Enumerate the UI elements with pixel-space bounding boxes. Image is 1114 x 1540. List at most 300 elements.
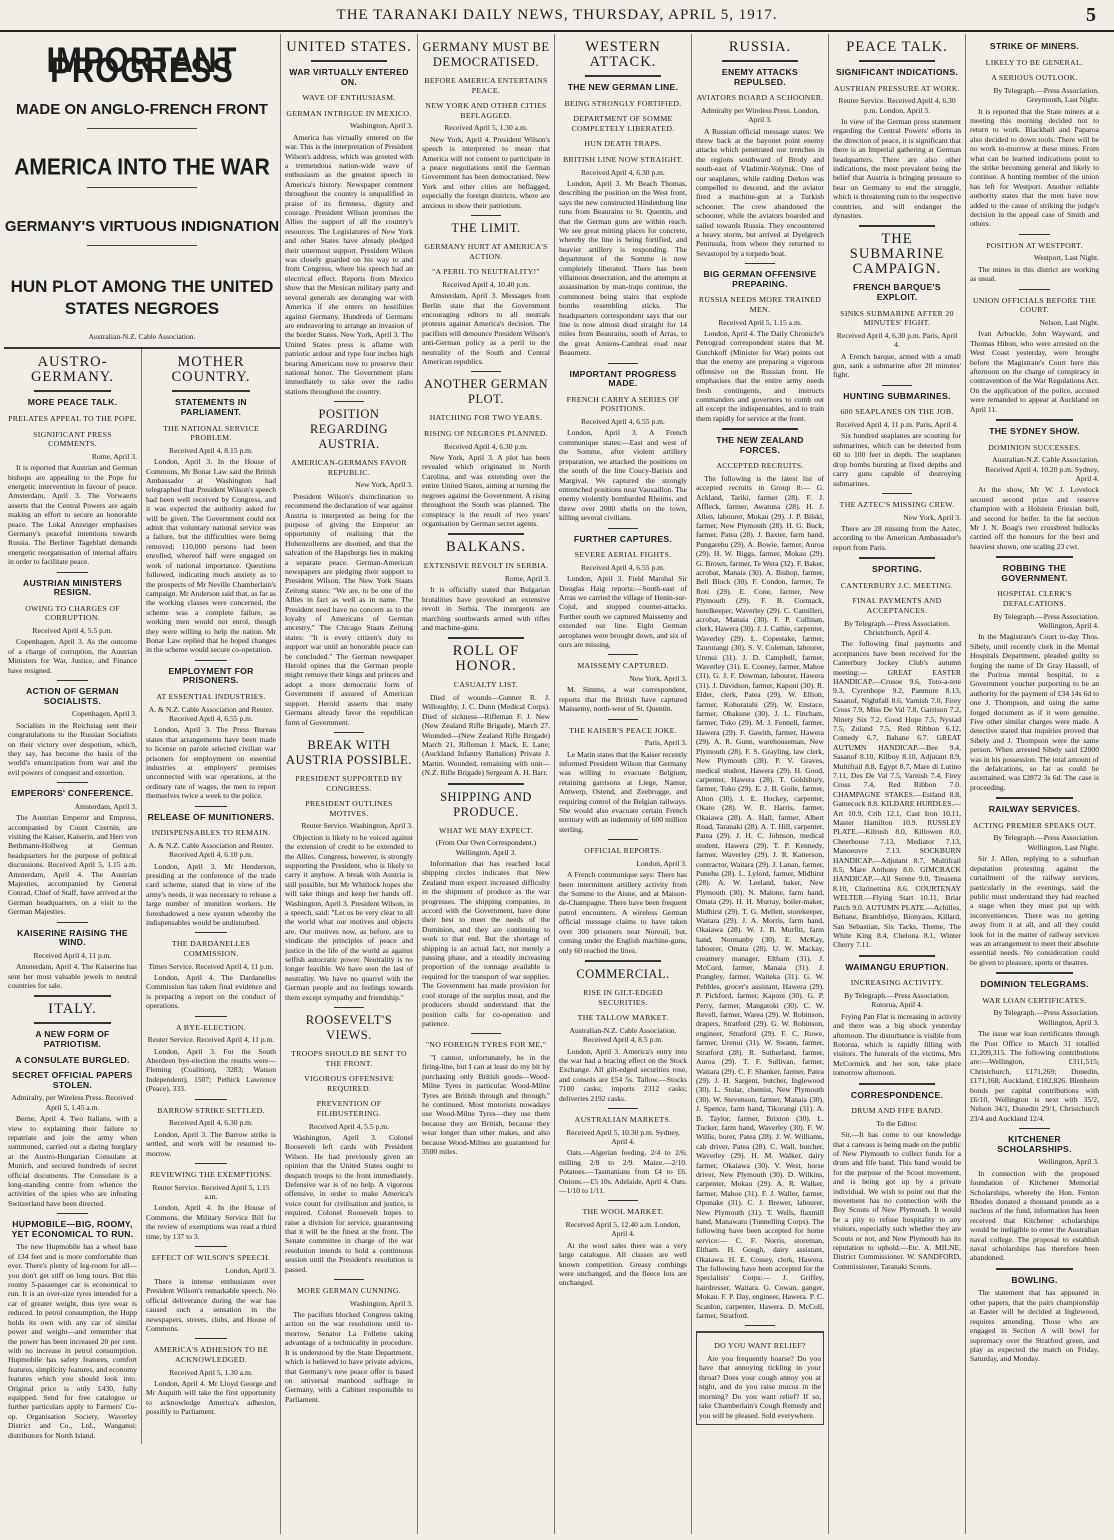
headline-2: MADE ON ANGLO-FRENCH FRONT	[16, 100, 268, 118]
article-head: OFFICIAL REPORTS.	[584, 846, 662, 856]
divider	[195, 1338, 226, 1339]
dateline: Received April 5, 1.30 a.m.	[169, 1367, 253, 1377]
dateline: Received April 4, 5.5 p.m.	[308, 1121, 390, 1131]
article-body: Six hundred seaplanes are scouting for submarines, which can be detected from 60 to 100 feet in depth. The seaplanes drop bombs bursting at fixed depths and carry guns capable of destroying submarines.	[833, 431, 961, 488]
article-body: The pacifists blocked Congress taking action on the war resolutions until to-morrow, Senator La Follette taking advantage of a technicality in procedure. It is understood by the State Department, which is believed to have private advices, that Germany's new peace offer is based on universal manhood suffrage in Germany, with a Cabinet responsible to Parliament.	[285, 1310, 413, 1404]
advert-title: DO YOU WANT RELIEF?	[714, 1341, 806, 1351]
article-head: BREAK WITH AUSTRIA POSSIBLE.	[286, 737, 412, 767]
article-body: President Wilson's disinclination to recommend the declaration of war against Austria is interpreted as being for the purpose of giving the Emperor an opportunity of realising that the Hohenzollerns are doomed, and that the salvation of the Hapsburgs lies in making a separate peace. German-American newspapers are pledging their support to President Wilson. The New York Staats Zeitung states: "We are, to be one of the Allies in fact as well as in name. The President need have no concern as to the loyalty of Americans of German ancestry." The Chicago Staats Zeitung states: "It is every citizen's duty to support war until an honorable peace can be concluded." The German newspaper Herold opines that the German people might remove their kings and princes and adopt a more democratic form of Government if assured of American support. Herold asserts that many Germans already favor the republican form of Government.	[285, 491, 413, 727]
divider	[87, 187, 197, 188]
article-sub: AVIATORS BOARD A SCHOONER.	[696, 93, 824, 103]
article-sub: THE TALLOW MARKET.	[577, 1013, 669, 1023]
divider	[722, 60, 799, 62]
article-head: UNION OFFICIALS BEFORE THE COURT.	[972, 295, 1097, 315]
article-body: Amsterdam, April 3. Messages from Berlin state that the Government encouraging editors to all neutrals protests against America's decision. The pacifists will denounce President Wilson's anti-German policy as a peril to the neutrality of the South and Central American republics.	[422, 291, 550, 367]
dateline: Received April 4, 5.5 p.m.	[32, 626, 113, 636]
section-title: ROLL OF HONOR.	[452, 643, 520, 675]
article-head: MAISSEMY CAPTURED.	[577, 661, 669, 671]
advert-title: "NO FOREIGN TYRES FOR ME,"	[425, 1040, 547, 1050]
divider	[57, 680, 88, 681]
section-title: THE SUBMARINE CAMPAIGN.	[849, 231, 945, 278]
dateline: Received April 5, 12.40 a.m. London, April 4.	[565, 1219, 681, 1239]
article-head: THE DARDANELLES COMMISSION.	[171, 939, 251, 959]
article-sub: 600 SEAPLANES ON THE JOB.	[840, 407, 954, 417]
article-sub: PRELATES APPEAL TO THE POPE.	[8, 414, 137, 424]
divider	[859, 955, 936, 957]
article-sub: WAR LOAN CERTIFICATES.	[982, 995, 1087, 1005]
article-head: RELEASE OF MUNITIONERS.	[147, 811, 275, 822]
divider	[585, 960, 662, 962]
divider	[195, 1099, 226, 1100]
dateline: Reuter Service. Received April 4, 6.30 p.m. London, April 3.	[838, 96, 956, 115]
article-sub: NEW YORK AND OTHER CITIES BEFLAGGED.	[425, 101, 547, 120]
article-head: AUSTRALIAN MARKETS.	[574, 1114, 672, 1124]
divider	[996, 1268, 1073, 1270]
article-sub: EXTENSIVE REVOLT IN SERBIA.	[423, 561, 549, 571]
article-sub: WHAT WE MAY EXPECT.	[439, 825, 533, 835]
article-body: M. Simms, a war correspondent, reports that the British have captured Maissemy, north-west of St. Quentin.	[559, 685, 687, 714]
article-head: POSITION AT WESTPORT.	[986, 240, 1083, 250]
article-head: GERMANY MUST BE DEMOCRATISED.	[422, 40, 550, 69]
dateline: By Telegraph.—Press Association. Wellington, April 4.	[993, 611, 1099, 630]
article-body: London, April 4. In the House of Commons, the Military Service Bill for the review of exemptions was read a third time, by 137 to 3.	[146, 1203, 276, 1241]
dateline: Rome, April 3.	[91, 451, 137, 461]
dateline: Times Service. Received April 4, 11 p.m.	[148, 961, 274, 971]
article-body: New York, April 4. President Wilson's speech is interpreted to mean that America will not consent to participate in a peace negotiations until the German Government has been democratised. New York and other cities are beflagged, especially the foreign districts, where are anxious to show their patriotism.	[422, 134, 550, 210]
dateline: Westport, Last Night.	[1033, 253, 1099, 263]
dateline: Rome, April 3.	[504, 573, 550, 583]
article-sub: PRESIDENT SUPPORTED BY CONGRESS.	[295, 773, 403, 793]
article-body: London, April 4. The Daily Chronicle's Petrograd correspondent states that M. Gutchkoff (Minister for War) points out that the enemy are preparing a vigorous offensive on the Russian front. He emphasises that the entire army needs fresh contingents, and instructs commanders and governors to comb out all except the indispensables, and to train them rapidly for service at the front.	[696, 329, 824, 423]
divider	[195, 806, 226, 807]
headline-4: GERMANY'S VIRTUOUS INDIGNATION	[4, 217, 280, 235]
article-body: London, April 4. The Dardanelles Commission has taken final evidence and is preparing a report on the conduct of operations.	[146, 973, 276, 1011]
advert-title: HUPMOBILE—BIG, ROOMY, YET ECONOMICAL TO RUN.	[11, 1219, 134, 1239]
divider	[996, 419, 1073, 421]
dateline: Reuter Service. Received April 4, 11 p.m.	[147, 1035, 275, 1045]
divider	[608, 1108, 639, 1109]
headline-3: AMERICA INTO THE WAR	[14, 155, 270, 181]
article-sub: AUSTRIAN PRESSURE AT WORK.	[833, 83, 961, 93]
article-body: Oats.—Algerian feeding, 2/4 to 2/6; milling 2/8 to 2/9. Maize.—2/10. Potatoes.—Tasmanians from £4 to £6. Onions.—£5 10s. Adelaide, April 4. Oats.—1/10 to 1/11.	[559, 1148, 687, 1195]
divider	[448, 637, 525, 639]
article-body: Objection is likely to be voiced against the extension of credit to be extended to the Allies. Congress, however, is strongly supporting the President, who is likely to carry it anyhow. A break with Austria is still possible, but Mr Whitlock hopes she will take things and keep her hands off. Washington, April 3. President Wilson, in a speech, said: "Let us be very clear to all the world what our motives and objects are. Our motives now, as before, are to vindicate the principles of peace and justice in the life of the world as against selfish autocratic power. Neutrality is no longer feasible. We have seen the last of neutrality. We have no quarrel with the German people and no feelings towards them except sympathy and friendship."	[285, 832, 413, 1002]
article-sub: DEPARTMENT OF SOMME COMPLETELY LIBERATED.	[571, 114, 675, 133]
article-sub: LIKELY TO BE GENERAL.	[985, 57, 1084, 67]
divider	[859, 557, 936, 559]
section-title: THE NEW ZEALAND FORCES.	[716, 435, 804, 455]
article-head: EMPERORS' CONFERENCE.	[11, 788, 134, 799]
divider	[334, 401, 365, 402]
section-title: CORRESPONDENCE.	[850, 1089, 944, 1100]
divider	[195, 932, 226, 933]
article-sub: PRESIDENT OUTLINES MOTIVES.	[305, 799, 393, 818]
divider	[1019, 1128, 1050, 1129]
dateline: Washington, April 3.	[349, 121, 413, 131]
germany-column	[418, 34, 555, 1534]
article-sub: HUN DEATH TRAPS.	[584, 139, 662, 149]
divider	[745, 1325, 776, 1326]
divider	[585, 75, 662, 77]
article-body: London, April 4. Mr Lloyd George and Mr Asquith will take the first opportunity to acknowledge America's adhesion, possibly to Parliament.	[146, 1378, 276, 1417]
article-sub: DRUM AND FIFE BAND.	[851, 1106, 943, 1116]
dateline: Australian-N.Z. Cable Association. Received April 4, 8.5 p.m.	[569, 1025, 677, 1045]
divider	[608, 1200, 639, 1201]
dateline: Received April 4, 11 p.m. Paris, April 4.	[835, 420, 959, 430]
article-head: ANOTHER GERMAN PLOT.	[423, 377, 548, 407]
article-head: THE LIMIT.	[451, 221, 521, 236]
dateline: Australian-N.Z. Cable Association. Received April 4, 10.20 p.m. Sydney, April 4.	[985, 455, 1099, 483]
article-body: Frying Pan Flat is increasing in activity and there was a big shock yesterday afternoon. The disturbance is visible from Rotorua, which is rapidly filling with visitors. The funerals of the victims, Mrs McCormick and her son, take place tomorrow afternoon.	[833, 1011, 961, 1078]
article-body: There is intense enthusiasm over President Wilson's remarkable speech. No official deliverance during the war has caused such a sensation in the newspapers, streets, clubs, and House of Commons.	[146, 1276, 276, 1333]
dateline: Copenhagen, April 3.	[72, 709, 137, 719]
article-body: Sir,—It has come to our knowledge that a canvass is being made on the public of New Plymouth to collect funds for a drum and fife band. This band would be for the purpose of the Scout movement, and is being got up by a private individual. We wish to point out that the movement has no connection with the Boy Scouts of New Plymouth. It would be a pity to refuse hospitality to any visitors, especially such whether they are Scouts or not, and New Plymouth has its reputation to uphold.—Etc. A. MILNE, District Commissioner. W. SANDFORD, Commissioner, Taranaki Scouts.	[833, 1130, 961, 1271]
article-body: It is officially stated that Bulgarian brutalities have provoked an extensive revolt in Serbia. The insurgents are marching southwards armed with rifles and machine-guns.	[422, 585, 550, 632]
article-head: MORE GERMAN CUNNING.	[296, 1286, 402, 1296]
dateline: Received April 4, 6.30 p.m.	[169, 1118, 253, 1128]
section-title: AUSTRO-GERMANY.	[30, 354, 115, 386]
section-title: RAILWAY SERVICES.	[988, 804, 1081, 815]
divider	[87, 245, 197, 246]
article-head: A BYE-ELECTION.	[176, 1022, 246, 1032]
article-body: The Austrian Emperor and Empress, accompanied by Count Czernin, are visiting the Kaiser, Kaiserin, and Herr von Bethmann-Hollweg at German headquarters for the purpose of political discussions. Received April 5, 1.15 a.m. Amsterdam, April 4. The Austrian Majesties, accompanied by General Conrad, Chief of Staff, have arrived at the German headquarters, on a visit to the German Majesties.	[8, 813, 137, 917]
article-sub: RUSSIA NEEDS MORE TRAINED MEN.	[698, 295, 822, 315]
article-body: A French barque, armed with a small gun, sank a submarine after 20 minutes' fight.	[833, 351, 961, 380]
article-body: The statement that has appeared in other papers, that the pairs championship at Easter will be decided at Inglewood, requires amending. Those who are engaged in Section A will bowl for supremacy over the Stratford green, and play as expected the match on Friday, Saturday, and Monday.	[970, 1288, 1099, 1364]
article-body: The mines in this district are working as usual.	[970, 264, 1099, 284]
section-title: SPORTING.	[872, 564, 922, 575]
divider	[448, 783, 525, 785]
dateline: To the Editor.	[876, 1118, 918, 1128]
section-title: ROBBING THE GOVERNMENT.	[1001, 563, 1068, 583]
article-sub: INDISPENSABLES TO REMAIN.	[151, 828, 271, 838]
article-body: Berne, April 4. Two Italians, with a view to explaining their failure to repatriate and join the army when summoned, carried out a daring burglary at the Austro-Hungarian Consulate at Munich, and secured hundreds of secret official documents. The Consulate is a long-standing centre from whence the activities of the spies who are infesting Switzerland have been directed.	[8, 1114, 137, 1208]
dateline: A. & N.Z. Cable Association and Reuter. Received April 4, 6.55 p.m.	[148, 704, 274, 723]
article-body: London, April 3. Mr Henderson, presiding at the conference of the trade card scheme, stated that in view of the army's needs, it was necessary to release a large number of munition workers. He foreshadowed a new system whereby the indispensables would be undisturbed.	[146, 861, 276, 928]
divider	[57, 1213, 88, 1214]
article-sub: "A PERIL TO NEUTRALITY!"	[431, 267, 541, 277]
divider	[334, 732, 365, 733]
divider	[195, 1163, 226, 1164]
dateline: Received April 4, 6.55 p.m.	[581, 562, 665, 572]
article-head: THE WOOL MARKET.	[582, 1207, 664, 1217]
article-body: It is reported that Austrian and German bishops are appealing to the Pope for energetic intervention in favour of peace. Amsterdam, April 3. The Vorwaerts asserts that the Central Powers are again making an effort to secure an honorable peace. The Lokal Anzeiger emphasises Germany's peaceful intentions towards Russia. The Berliner Tageblatt demands energetic reorganisation of internal affairs in order to facilitate peace.	[8, 463, 137, 567]
article-sub: FRENCH BARQUE'S EXPLOIT.	[853, 282, 941, 303]
mother-country-column	[142, 349, 280, 1444]
article-head: STRIKE OF MINERS.	[989, 41, 1080, 51]
divider	[882, 493, 913, 494]
article-sub: RISE IN GILT-EDGED SECURITIES.	[583, 987, 663, 1007]
dateline: Admiralty, per Wireless Press. Received April 5, 1.45 a.m.	[11, 1093, 134, 1112]
section-title: BALKANS.	[445, 539, 527, 556]
dateline: By Telegraph.—Press Association. Christchurch, April 4.	[844, 618, 950, 637]
dateline: By Telegraph.—Press Association. Wellington, April 3.	[993, 1008, 1099, 1027]
article-body: Amsterdam, April 4. The Kaiserine has sent her most valuable jewels to neutral countries for sale.	[8, 962, 137, 990]
divider	[608, 528, 639, 529]
article-body: In view of the German press statement regarding the Central Powers' efforts in the direction of peace, it is significant that there is an Imperial gathering at German headquarters. There are also other indications, the most prevalent being the belief that Austria is bringing pressure to bear on Germany to end the struggle, which is threatening ruin to the respective countries, and will endanger the dynasties.	[833, 117, 961, 221]
article-sub: AMERICAN-GERMANS FAVOR REPUBLIC.	[291, 458, 407, 477]
section-title: SHIPPING AND PRODUCE.	[440, 789, 532, 819]
article-body: London, April 3. A French communique states:—East and west of the Somme, after violent artillery preparation, we attacked the positions on the south of the line Coucy-Barisis and Margival. We captured the strongly entrenched positions near Vauxaillon. The enemy violently bombarded Rheims, and threw over 2000 shells on the town, killing several civilians.	[559, 428, 687, 523]
article-sub: GERMAN INTRIGUE IN MEXICO.	[286, 108, 412, 118]
dateline: Received April 5, 1.30 a.m.	[444, 123, 528, 133]
united-states-column	[281, 34, 418, 1534]
article-body: London, April 3. America's entry into the war had a bracing effect on the Stock Exchange. All gilt-edged securities rose, and consols are £54 5s. Tallow.—Stocks 7100 casks; imports 2312 casks; deliveries 2192 casks.	[559, 1046, 687, 1103]
divider	[608, 363, 639, 364]
article-head: THE KAISER'S PEACE JOKE.	[569, 725, 677, 735]
dateline: Received April 4, 6.30 p.m.	[581, 167, 665, 177]
dateline: London, April 3.	[225, 1265, 276, 1275]
article-sub: DOMINION SUCCESSES.	[988, 442, 1081, 452]
article-head: IMPORTANT PROGRESS MADE.	[569, 368, 677, 389]
article-sub: PREVENTION OF FILIBUSTERING.	[316, 1099, 382, 1118]
dateline: A. & N.Z. Cable Association and Reuter. Received April 4, 6.10 p.m.	[148, 840, 274, 860]
article-body: The issue war loan certificates through the Post Office to March 31 totalled £1,209,315. The following contributions are:—Wellington, £311,515; Christchurch, £171,269; Dunedin, £171,168; Auckland, £182,826. Blenheim bonds per capital contributions with £6/10, Wellington is next with 35/2, Nelson 34/1, Dunedin 29/1, Christchurch 23/4 and Auckland 12/4.	[970, 1029, 1099, 1123]
headline-5: HUN PLOT AMONG THE UNITED STATES NEGROES	[10, 277, 274, 319]
divider	[172, 390, 250, 392]
article-sub: HOSPITAL CLERK'S DEFALCATIONS.	[997, 589, 1072, 608]
divider	[334, 1007, 365, 1008]
headline-main: IMPORTANT PROGRESS	[46, 39, 238, 91]
section-title: RUSSIA.	[728, 39, 792, 55]
article-body: London, April 3. The Barrow strike is settled, and work will be resumed to-morrow.	[146, 1129, 276, 1158]
article-head: ENEMY ATTACKS REPULSED.	[721, 67, 799, 87]
dateline: New York, April 3.	[355, 480, 413, 490]
article-sub: BEING STRONGLY FORTIFIED.	[564, 98, 682, 108]
advert-body: Are you frequently hoarse? Do you have that annoying tickling in your throat? Does your cough annoy you at night, and do you raise mucus in the morning? Do you want relief? If so, take Chamberlain's Cough Remedy and you will be pleased. Sold everywhere.	[699, 1354, 821, 1420]
dateline: Paris, April 3.	[644, 738, 687, 748]
dateline: New York, April 3.	[629, 673, 687, 683]
article-body: London, April 3. Field Marshal Sir Douglas Haig reports:—South-east of Arras we carried the village of Henin-sur-Cojul, and stopped counter-attacks. Further south we captured Maissemy and extended our line. Eight German aeroplanes were brought down, and six of ours are missing.	[559, 574, 687, 649]
article-head: FURTHER CAPTURES.	[573, 533, 673, 544]
divider	[34, 995, 111, 997]
divider	[996, 972, 1073, 974]
divider	[311, 60, 388, 62]
dateline: Received April 4, 6.55 p.m.	[581, 417, 665, 427]
article-sub: INCREASING ACTIVITY.	[850, 978, 944, 988]
article-head: EMPLOYMENT FOR PRISONERS.	[168, 665, 254, 686]
article-sub: ACCEPTED RECRUITS.	[716, 461, 804, 471]
article-head: THE NEW GERMAN LINE.	[567, 82, 679, 92]
dateline: Reuter Service. Washington, April 3.	[301, 821, 413, 831]
front-column	[4, 34, 281, 1534]
article-sub: SEVERE AERIAL FIGHTS.	[574, 550, 672, 560]
article-head: KITCHENER SCHOLARSHIPS.	[997, 1134, 1072, 1154]
advert-body: "I cannot, unfortunately, be in the firing-line, but I can at least do my bit by purchasing only British goods—Wood-Milne Tyres in particular. Wood-Milne Tyres are British through and through," he continued. Most motorists nowadays use Wood-Milne Tyres—they use them because they are British, because they wear longer than other makes, and also because Wood-Milnes are guaranteed for 3500 miles.	[422, 1052, 550, 1156]
divider	[882, 385, 913, 386]
article-sub: GERMANY HURT AT AMERICA'S ACTION.	[424, 242, 548, 261]
article-sub: VIGOROUS OFFENSIVE REQUIRED.	[304, 1074, 394, 1093]
article-head: AUSTRIAN MINISTERS RESIGN.	[23, 577, 122, 598]
divider	[859, 1083, 936, 1085]
advert-body: The new Hupmobile has a wheel base of 134 feet and is more comfortable than ever. There's plenty of leg-room for all—you don't get stiff on long tours. But this roomy 5-passenger car is economical to run. It is an over-size tyres intended for a car of greater weight, thus tyre wear is reduced. In petrol consumption, the Hupp holds its own with any car of similar power and weight—and remember that the power has been increased 20 per cent. with no increase in petrol consumption. Hupmobile has safety features, comfort features, simplicity features, and economy features which you should look into. Original price is only £430, fully equipped. Send for free catalogue or further particulars apply to Farmers' Co-op. Organisation Society, Waverley District and Co., Ltd., Wanganui; distributors for North Island.	[8, 1242, 137, 1440]
dateline: London, April 3.	[636, 858, 687, 868]
austro-germany-column	[4, 349, 142, 1444]
article-sub: ACTING PREMIER SPEAKS OUT.	[972, 820, 1097, 830]
masthead	[0, 0, 1114, 32]
article-head: WAR VIRTUALLY ENTERED ON.	[289, 67, 409, 87]
article-body: America has virtually entered on the war. This is the interpretation of President Wilson's address, which was greeted with a tremendous nation-wide wave of enthusiasm as the greatest speech in America's history. Newspaper comment throughout the country is unqualified in praise of its firmness, dignity and courage. President Wilson promises the Allies the support of all the country's resources. The Legislatures of New York and other States have already pledged their uttermost support. President Wilson was closely guarded on his way to and from Congress, where his speech had an electrical effect. Reports from Mexico show that the Mexican military party and several generals are deranging war with America if she enters on hostilities against Germany. Hundreds of Germans are endeavoring to arrange an invasion of the border States. New York, April 3. The United States press is aflame with patriotic ardour and type four inches high bearing Americans now to preserve their national honor. The Government plans immediately to take over the radio stations throughout the country.	[285, 132, 413, 396]
divider	[471, 1033, 502, 1034]
divider	[996, 797, 1073, 799]
article-head: MORE PEACE TALK.	[27, 397, 118, 408]
peace-talk-column	[829, 34, 966, 1534]
dateline: Washington, April 3.	[349, 1298, 413, 1308]
article-body: Ivan Arbuckle, John Wayward, and Thomas Hibon, who were arrested on the West Coast yesterday, were brought before the Magistrate's Court here this afternoon on the charge of conspiracy in contravention of the War Regulations Act. On the application of the police, accused were remanded to appear at Auckland on April 11.	[970, 329, 1099, 414]
divider	[996, 556, 1073, 558]
article-sub: FINAL PAYMENTS AND ACCEPTANCES.	[852, 596, 942, 615]
divider	[57, 922, 88, 923]
russia-column	[692, 34, 829, 1534]
dateline: By Telegraph.—Press Association. Rotorua, April 4.	[844, 990, 950, 1010]
dateline: (From Our Own Correspondent.) Wellington, April 3.	[435, 838, 537, 857]
article-head: KAISERINE RAISING THE WIND.	[17, 927, 128, 948]
divider	[448, 533, 525, 535]
divider	[195, 660, 226, 661]
page-number: 5	[1086, 4, 1096, 26]
dateline: Received April 4, 6.30 p.m.	[444, 441, 528, 451]
article-sub: THE NATIONAL SERVICE PROBLEM.	[162, 423, 260, 443]
article-body: Information that has reached local shipping circles indicates that New Zealand must expect increased difficulty in the shipment of produce as the war progresses. The shipping companies, in accord with the Government, have done their best to meet the needs of the Dominion, and they are continuing to work to that end. But the shortage of shipping is an actual fact, not merely a passing phase, and a steadily increasing proportion of the tonnage available is required for the transport of war supplies. The Government has made provision for cool storage of the surplus meat, and the producers should understand that the position calls for co-operation and patience.	[422, 859, 550, 1028]
divider	[471, 215, 502, 216]
western-attack-column	[555, 34, 692, 1534]
article-sub: SECRET OFFICIAL PAPERS STOLEN.	[12, 1070, 133, 1090]
article-sub: OWING TO CHARGES OF CORRUPTION.	[25, 603, 120, 623]
dateline: Received April 5, 10.30 p.m. Sydney, April 4.	[566, 1127, 680, 1146]
advert-box	[696, 1331, 824, 1424]
article-body: There are 28 missing from the Aztec, according to the American Ambassador's report from Paris.	[833, 523, 961, 552]
article-body: Socialists in the Reichstag sent their congratulations to the Russian Socialists on their victory over despotism, which, they say, has become the basis of the world's emancipation from war and the evil powers of conquest and extortion.	[8, 720, 137, 777]
front-subcolumns	[4, 347, 280, 1444]
article-body: London, April 3. For the South Aberdeen bye-election the results were—Fleming (Coalition), 3283; Watson Independent), 1507; Pethick Lawrence (Peace), 333.	[146, 1046, 276, 1094]
article-body: At the show, Mr W. J. Lovelock secured second prize and reserve champion with a Holstein Friesian bull, and second for heifer. In the fat section Mr J. N. Boag's two crossbred bullocks carried off the honours for the best and heaviest shown, one scaling 23 cwt.	[970, 485, 1099, 551]
divider	[1019, 289, 1050, 290]
article-head: SIGNIFICANT INDICATIONS.	[835, 67, 959, 77]
section-title: COMMERCIAL.	[576, 966, 670, 981]
article-head: HUNTING SUBMARINES.	[843, 390, 951, 401]
article-body: In the Magistrate's Court to-day Thos. Sibely, until recently clerk in the Mental Hospitals Department, pleaded guilty to forging the name of Dr Gray Hassell, of the Porirua mental hospital, to a Government voucher purporting to be an authority for the payment of £34 14s 6d to one J. Thompson, and using the same forged document as if it were genuine. Five other similar charges were made. A detective stated that inquiries proved that Sibely and J. Thompson were the same person. When arrested Sibely said £2000 was in his possession. The total amount of the defalcations, so far as could be ascertained, was £2872 3s 6d. The case is proceeding.	[970, 632, 1099, 792]
divider	[471, 371, 502, 372]
article-head: A NEW FORM OF PATRIOTISM.	[35, 1029, 110, 1049]
local-news-column	[966, 34, 1103, 1534]
dateline: Admiralty per Wireless Press. London, April 3.	[700, 105, 820, 125]
divider	[608, 839, 639, 840]
section-title: UNITED STATES.	[286, 39, 412, 55]
divider	[608, 719, 639, 720]
divider	[334, 1279, 365, 1280]
divider	[34, 1022, 111, 1024]
article-sub: BEFORE AMERICA ENTERTAINS PEACE.	[424, 76, 548, 95]
article-body: A Russian official message states: We threw back at the bayonet point enemy attacks which penetrated our trenches in the regions southward of Brody and south-east of Vladimir-Volynsk. One of our seaplanes, while raiding Derkos was compelled to descend, and the aviator fired a machine-gun at a Turkish schooner. The crew abandoned the schooner, while the aviators boarded and sailed towards Russia. They encountered a heavy storm, but arrived at Dyelgrech Peninsula, from where they returned to Sevastopol by a torpedo boat.	[696, 126, 824, 258]
article-sub: CANTERBURY J.C. MEETING.	[840, 580, 954, 590]
divider	[745, 263, 776, 264]
article-sub: BRITISH LINE NOW STRAIGHT.	[562, 154, 684, 164]
dateline: Nelson, Last Night.	[1039, 317, 1099, 327]
article-sub: RISING OF NEGROES PLANNED.	[424, 429, 548, 439]
dateline: Received April 4, 10.40 p.m.	[442, 279, 530, 289]
divider	[34, 390, 111, 392]
article-body: Died of wounds—Gunner R. J. Willoughby, J. C. Dunn (Medical Corps). Died of sickness—Rifleman F. J. New (New Zealand Rifle Brigade), March 27. Wounded—(New Zealand Rifle Brigade) March 21, Rifleman J. Mack, E. Lane; (Auckland Infantry Battalion) Private J. Martin. Wounded, remaining with unit—(N.Z. Rifle Brigade) Sergeant A. H. Barr.	[422, 692, 550, 778]
article-body: New York, April 3. A plot has been revealed which originated in North Carolina, and was extending over the entire United States, aiming at turning the negroes against the Government. A rising throughout the South was planned. The conspiracy is the result of two years' organisation by German secret agents.	[422, 453, 550, 528]
divider	[859, 225, 936, 227]
newspaper-columns	[4, 34, 1110, 1534]
dateline: Reuter Service. Received April 5, 1.15 a.m.	[152, 1182, 270, 1201]
article-head: REVIEWING THE EXEMPTIONS.	[150, 1169, 272, 1179]
article-sub: SINKS SUBMARINE AFTER 20 MINUTES' FIGHT.	[840, 308, 954, 328]
article-sub: CASUALTY LIST.	[453, 680, 519, 690]
article-head: ROOSEVELT'S VIEWS.	[305, 1013, 393, 1042]
article-body: Le Matin states that the Kaiser recently informed President Wilson that Germany was willing to evacuate Belgium, retaining garrisons at Liege, Namur, Antwerp, Ostend, and Zeebrugge, and requiring control of the Belgian railways. She would also evacuate certain French territory with an indemnity of 600 million sterling.	[559, 749, 687, 834]
article-head: POSITION REGARDING AUSTRIA.	[309, 407, 389, 452]
section-title: MOTHER COUNTRY.	[171, 354, 251, 386]
article-head: BIG GERMAN OFFENSIVE PREPARING.	[703, 269, 817, 289]
article-sub: FRENCH CARRY A SERIES OF POSITIONS.	[566, 394, 680, 414]
section-title: ITALY.	[48, 1001, 97, 1018]
article-head: AMERICA'S ADHESION TO BE ACKNOWLEDGED.	[153, 1345, 269, 1364]
dateline: By Telegraph.—Press Association. Greymouth, Last Night.	[993, 85, 1099, 105]
cable-attribution: Australian-N.Z. Cable Association.	[88, 332, 196, 342]
article-body: In connection with the proposed foundation of Kitchener Memorial Scholarships, whereby the Hon. Fenton Rhodes donated a thousand pounds as a nucleus of the fund, information has been received that Kitchener scholarships would be ineligible to enter the Australian naval college. The proposal to establish naval scholarships has therefore been abandoned.	[970, 1168, 1099, 1263]
section-title: PEACE TALK.	[846, 39, 948, 55]
article-head: STATEMENTS IN PARLIAMENT.	[175, 397, 247, 418]
article-head: EFFECT OF WILSON'S SPEECH.	[151, 1252, 271, 1262]
article-head: ACTION OF GERMAN SOCIALISTS.	[26, 686, 119, 706]
article-sub: WAVE OF ENTHUSIASM.	[302, 93, 396, 103]
article-body: London, April 3. Mr Beach Thomas, describing the position on the West front, says the new constructed Hindenburg line runs from Beaurains to St. Quentin, and that the German guns are within reach. We see great mining places for concrete, whereby the line is being fortified, and heavier artillery is responding. The department of the Somme is now completely liberated. There has been villainous desecration, and the attempts at assassination by man-traps continue, the commonest being stairs that explode bombs resembling sticks. The headquarters correspondent says that our line is now almost dead straight for 14 miles from Beaurains, south of Arras, to the great Amiens-Cambrai road near Beaumetz.	[559, 178, 687, 358]
article-head: BARROW STRIKE SETTLED.	[157, 1105, 265, 1115]
recruits-list: The following is the latest list of accepted recruits in Group 8:— G. Ackland, Tariki, farmer (28). F. J. Affleck, farmer, Awatuna (28). H. J. Allen, labourer, Mokau (29). J. P. Bilski, farmer, New Plymouth (28). H. G. Buck, farmer, Patea (28). J. Baxter, farm hand, Pungarehu (29). A. Bowie, farmer, Auroa (29). H. W. Biggs, farmer, Mokau (29). G. Brown, farmer, Te Wera (32). F. Baker, acrobat, Manaia (30). A. Bishop, farmer, Bell Block (30). F. Condon, farmer, Te Roti (29). E. Cone, farmer, New Plymouth (29). F. B. Cormack, hotelkeeper, Waverley (29). C. Camilleri, acrobat, Manaia (30). F. P. Cullinan, clerk, Hawera (30). J. J. Cathie, carpenter, Waverley (29). L. Copestake, farmer, Taurutangi (30). S. V. Coleman, labourer, Urenui (31). J. D. Campbell, farmer, Waverley (31). E. Cooney, farmer, Mahoe (31). G. J. F. Dowman, labourer, Hawera (31). J. Davidson, farmer, Kaponi (30). R. Elder, clerk, Patea (29). W. Elliott, farmer, Kohuratahi (29). W. Enstace, farmer, Ohakune (30). J. L. Fincham, farmer, Toko (29). M. J. Fennell, farmer, Hawera (29). F. Gawith, farmer, Hawera (29). A. R. Gunn, warehouseman, New Plymouth (28). F. S. Grayling, law clerk, New Plymouth (28). P. V. Graves, medical student, Hawera (29). H. Good, carpenter, Hawera (28). T. Goldsbury, farmer, Toko (29). E. J. B. Goile, farmer, Alton (30). J. E. Hockey, carpenter, Okato (28). W. R. Harris, farmer, Okaiawa (28). A. Hall, farmer, Albert Road, Taranaki (28). A. T. Hill, carpenter, Patea (29). J. H. C. Johnson, medical student, Hawera (29). T. P. Kennedy, farmer, Waverley (29). J. R. Katterson, contractor, Waitara (29). J. Lanan, farmer, Punehu (28). L. Lyford, farmer, Midhirst (28). A. W. Leeland, baker, New Plymouth (30). N. Malone, farm hand, Omata (29). H. H. Murray, boiler-maker, Midhirst (29). T. G. Mellett, storekeeper, Waitara (29). J. A. Morris, farm hand, Okaiawa (28). W. J. B. Murfitt, farm hand, Normanby (30). E. McKay, labourer, Omata (28). U. W. Mackay, creamery manager, Eltham (31). J. McCord, farmer, Manaia (31). J. Prangley, farmer, Waiteka (31). G. W. Pebbles, grocer's assistant, Hawera (29). P. Pickford, farmer, Kaponi (30). G. P. Perry, farmer, Mangatoki (30). C. W. Revell, farmer, Warea (29). W. Robinson, drapers, Stratford (29). G. W. Robinson, engineer, Stratford (29). F. C. Rowe, farmer, Urenui (31). W. Swann, farmer, Stratford (28). R. Sutherland, farmer, Auroa (29). T. F. Sullivan, farmer, Waitara (29). C. F. Shanker, farmer, Patea (29). J. H. Sargent, butcher, Inglewood (30). L. Stolar, chemist, New Plymouth (30). W. Stevenson, farmer, Manaia (30). J. Spence, farm hand, Tikorangi (31). A. B. Taylor, farmer, Brixton (30). L. Tucker, farm hand, Waverley (30). F. W. Willis, borer, Patea (28). J. W. Williams, cab driver, Patea (28). C. Wall, butcher, Waverley (29). H. M. Walker, dairy farmer, Okaiawa (30). V. West, horse driver, New Plymouth (30). D. Wilkins, carpenter, Mokau (29). A. R. Walker, farmer, Mahoe (31). F. J. Waller, farmer, Opunake (31). C. J. Brewer, labourer, New Plymouth (31). T. Wells, flaxmill hand, Manawatu (Tunnelling Corps). The following have been accepted for home service:— C. F. Norris, storeman, Eltham. H. Gough, dairy assistant, Okaiawa. H. E. Cossey, clerk, Hawera. The following have been accepted for the Specialists' Corps:— J. Griffey, hairdresser, Waitara. G. Cowan, ganger, Mokau. F. P. Day, engineer, Hawera. P. C. Scanlon, carpenter, Hawera. D. McColl, farmer, Stratford.	[696, 473, 824, 1321]
article-body: London, April 3. The Press Bureau states that arrangements have been made to license on parole selected civilian war prisoners for employment on essential industries at employers' premises unconnected with war operations, at the ordinary rate of wages, the men to report themselves twice a week to the police.	[146, 725, 276, 801]
divider	[57, 572, 88, 573]
divider	[859, 60, 936, 62]
dateline: New York, April 3.	[903, 512, 961, 522]
article-sub: SIGNIFICANT PRESS COMMENTS.	[33, 429, 112, 449]
divider	[195, 1016, 226, 1017]
article-body: Sir J. Allen, replying to a suburban deputation protesting against the curtailment of the railway services, particularly in the evenings, said the public must understand they had reached a stage when they must put up with inconveniences. There was no getting away from it at all, and all they could look for in the matter of railway services was an arrangement to meet their absolute essential needs. No consideration could be given to pleasure, sports or theatres.	[970, 854, 1099, 967]
dateline: Received April 5, 1.15 a.m.	[718, 317, 802, 327]
section-title: BOWLING.	[1011, 1274, 1058, 1285]
article-body: It is reported that the State miners at a meeting this morning decided not to return to work. Blackball and Paparoa also decided to down tools. There will be no work to-morrow at these mines. From what can be learned indications point to the strike becoming general and likely to continue. A hunting member of the union has left for Westport. Another reliable authority states that the men have now added to the cause of striking the judge's decision in the appeal case of Smith and others.	[970, 106, 1099, 229]
divider	[1019, 234, 1050, 235]
article-body: The following final payments and acceptances have been received for the Canterbury Jockey Club's autumn meeting:— GREAT EASTER HANDICAP.—Crusoe 9.6, Toto-a-tete 9.3, Cyrenhope 9.2, Panmure 8.13, Sasanof, Nightfall 8.6, Varnish 7.0, Firey Cross 7.9, Miss De Val 7.8, Garrison 7.2, Ninety Six 7.2, Good Hope 7.5, Nystad 7.5, Zuland 7.5, Red Ribbon 6.12, Comedy 6.7, Bahane 6.7. GREAT AUTUMN HANDICAP.—Bee 9.4, Sasanof 8.10, Kilboy 8.10, Adjutant 8.9, Multifrail 8.8, Egypt 8.7, Mare di Lutino 7.11, Des De Val 7.5, Varnish 7.4, Firey Cross 7.4, Red Ribbon 7.0. CHAMPAGNE STAKES.—Estland 8.8, Gamecock 8.8. KILDARE HURDLES.—Art 10.9, Crib 12.1, Cast Iron 10.11, Master Hamilton 10.9. RUSSLEY PLATE.—Kilrush 8.0, Killowen 8.0, Cheerhouse 7.13, Mediator 7.13, Manoeuvre 7.13. SOCKBURN HANDICAP.—Adjutant 8.7, Multifrail 8.5, Mare Anthony 8.0. GIMCRACK HANDICAP.—All Serene 9.0, Treasena 8.10, Clarinettina 8.6. COURTENAY WELTER.—Flying Start 10.11, Briar Patch 9.0. AUTUMN PLATE.—Achilles, Beltane, Bramblelye, Bionyaus, Killard, San Sebastian, Six Tacks, Theme, The White King 8.4, Chelona 8.1, Winter Cherry 7.11.	[833, 639, 961, 950]
article-head: THE AZTEC'S MISSING CREW.	[839, 499, 955, 509]
dateline: By Telegraph.—Press Association. Wellington, Last Night.	[993, 833, 1099, 852]
divider	[722, 428, 799, 430]
dateline: Amsterdam, April 3.	[74, 801, 137, 811]
section-title: WAIMANGU ERUPTION.	[845, 961, 949, 972]
article-body: At the wool sales there was a very large catalogue. All classes are well known competition. Greasy combings were unchanged, and the fleece lots are unchanged.	[559, 1240, 687, 1288]
dateline: Wellington, April 3.	[1038, 1157, 1099, 1167]
section-title: WESTERN ATTACK.	[585, 39, 661, 70]
dateline: Received April 4, 6.30 p.m. Paris, April 4.	[836, 330, 958, 350]
article-sub: HATCHING FOR TWO YEARS.	[429, 413, 543, 423]
article-body: Washington, April 3. Colonel Roosevelt left cards with President Wilson. He had previously given an opinion that the United States ought to despatch troops to the front immediately. Defensive war is of no help. A vigorous offensive, in order to make America's voice count for civilisation and justice, is required. Colonel Roosevelt hopes to raise a division for service, guaranteeing that it will be the finest at the front. The Senate committee in charge of the war resolution intends to hold a continuous session until the President's resolution is passed.	[285, 1132, 413, 1274]
dateline: Received April 4, 11 p.m.	[33, 950, 112, 960]
article-body: London, April 3. In the House of Commons, Mr Bonar Law said the British Ambassador at Washington had telegraphed that President Wilson's speech had been well received by Congress, and it was expected the authority asked for will be given. The Government could not admit that voluntary national service was a failure, but the difficulties were being removed; 110,000 persons had been enrolled, whereof half were engaged on work of national importance. Questions followed, indicating much anxiety as to the prospects of Mr Neville Chamberlain's campaign. Mr Anderson said that, as far as the working classes were concerned, the scheme was a complete failure, as working men would not enrol, though they were willing to help the nation. Mr Bonar Law replied that he hoped changes in the scheme would secure co-operation.	[146, 457, 276, 655]
divider	[195, 1246, 226, 1247]
article-body: A French communique says: There has been intermittent artillery activity from the Somme to the Aisne, and at Maison-de-Champagne. There have been frequent patrol encounters. A wireless German official message claims to have taken over 300 prisoners near Noreuil, but, coming under the English machine-guns, only 60 reached the lines.	[559, 870, 687, 955]
article-sub: AT ESSENTIAL INDUSTRIES.	[156, 691, 266, 701]
divider	[87, 128, 197, 129]
article-sub: A SERIOUS OUTLOOK.	[991, 73, 1078, 83]
divider	[608, 654, 639, 655]
article-body: Copenhagen, April 3. As the outcome of a charge of corruption, the Austrian Ministers for War, Justice, and Finance have resigned.	[8, 637, 137, 675]
article-sub: TROOPS SHOULD BE SENT TO THE FRONT.	[291, 1049, 407, 1068]
dateline: Received April 4, 8.15 p.m.	[169, 445, 253, 455]
section-title: THE SYDNEY SHOW.	[989, 425, 1080, 436]
article-sub: A CONSULATE BURGLED.	[15, 1054, 130, 1065]
masthead-title: THE TARANAKI DAILY NEWS, THURSDAY, APRIL 5, 1917.	[336, 6, 778, 23]
